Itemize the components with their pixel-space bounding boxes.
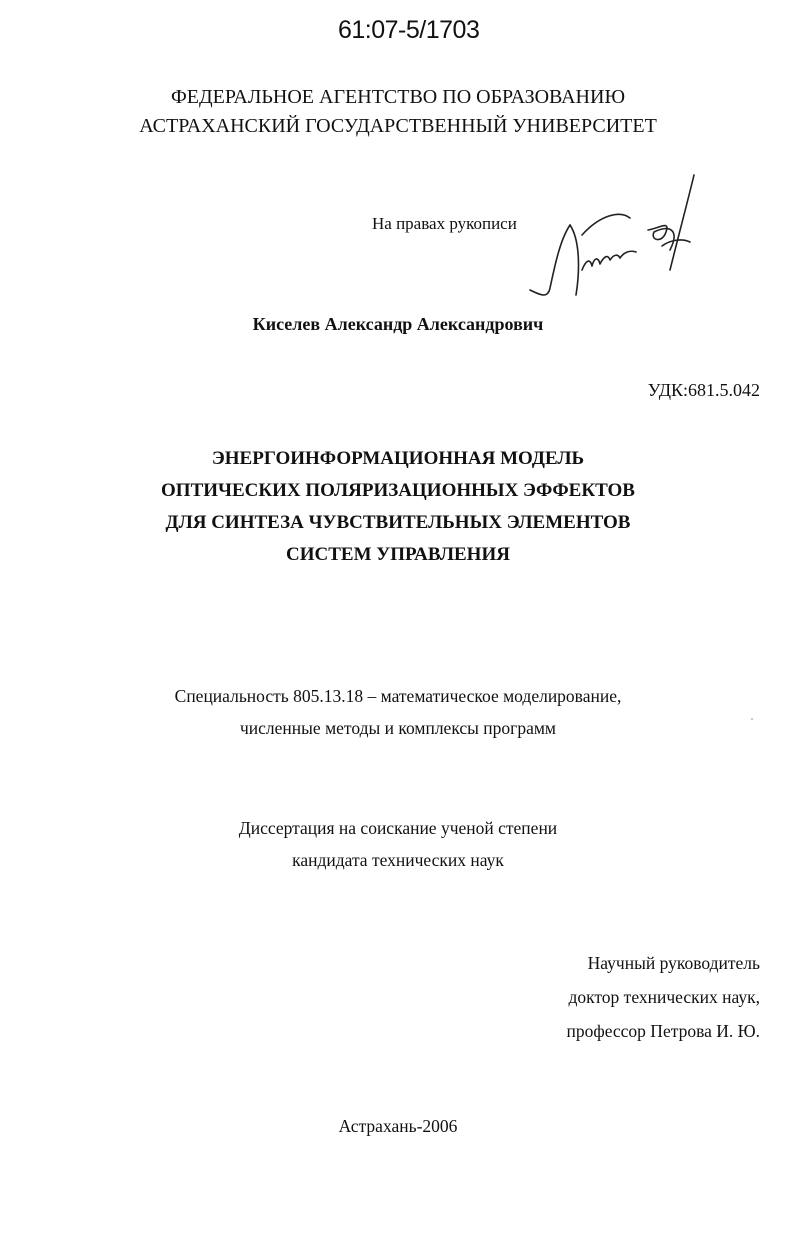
agency-name: ФЕДЕРАЛЬНОЕ АГЕНТСТВО ПО ОБРАЗОВАНИЮ (170, 86, 625, 108)
supervisor-line: Научный руководитель (587, 953, 760, 973)
udk-code: УДК:681.5.042 (647, 380, 760, 400)
supervisor-line: доктор технических наук, (568, 987, 760, 1007)
signature-image (520, 170, 710, 305)
dissertation-degree-block (0, 812, 796, 876)
title-line: ОПТИЧЕСКИХ ПОЛЯРИЗАЦИОННЫХ ЭФФЕКТОВ (161, 480, 635, 501)
title-line: СИСТЕМ УПРАВЛЕНИЯ (286, 544, 510, 565)
dissertation-title (0, 443, 796, 571)
manuscript-rights-note: На правах рукописи (372, 214, 517, 233)
supervisor-block (566, 946, 760, 1048)
specialty-block (0, 680, 796, 744)
degree-line: Диссертация на соискание ученой степени (238, 818, 558, 838)
city-year: Астрахань-2006 (338, 1116, 458, 1136)
scan-speck (751, 718, 753, 720)
title-line: ЭНЕРГОИНФОРМАЦИОННАЯ МОДЕЛЬ (211, 448, 585, 469)
degree-line: кандидата технических наук (292, 850, 504, 870)
author-name: Киселев Александр Александрович (252, 314, 544, 334)
supervisor-line: профессор Петрова И. Ю. (566, 1021, 760, 1041)
specialty-line: численные методы и комплексы программ (240, 718, 556, 738)
archive-stamp-number: 61:07-5/1703 (338, 16, 480, 44)
specialty-line: Специальность 805.13.18 – математическое моделирование, (174, 686, 622, 706)
title-line: ДЛЯ СИНТЕЗА ЧУВСТВИТЕЛЬНЫХ ЭЛЕМЕНТОВ (165, 512, 631, 533)
university-name: АСТРАХАНСКИЙ ГОСУДАРСТВЕННЫЙ УНИВЕРСИТЕТ (139, 115, 657, 137)
